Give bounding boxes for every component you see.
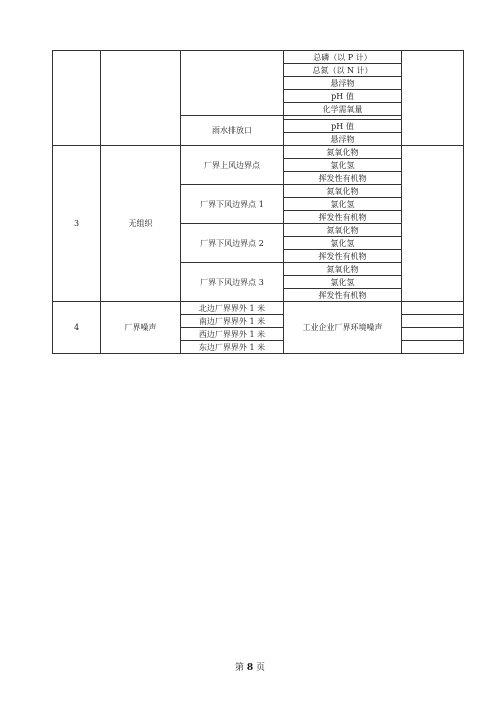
factor-cell: 氮氧化物 (284, 146, 402, 159)
factor-cell: 化学需氧量 (284, 103, 402, 116)
page-footer-suffix: 页 (256, 663, 266, 673)
factor-cell: 总磷（以 P 计） (284, 51, 402, 64)
blank-cell (402, 341, 464, 354)
point-cell: 北边厂界界外 1 米 (181, 302, 284, 315)
table-row (53, 146, 464, 159)
page-footer (0, 660, 500, 673)
point-cell: 厂界下风边界点 1 (181, 185, 284, 224)
row-index-cell: 4 (53, 302, 101, 354)
factor-cell: 氯化氢 (284, 159, 402, 172)
factor-cell: 氮氧化物 (284, 185, 402, 198)
table-row (53, 302, 464, 315)
factor-cell: 挥发性有机物 (284, 250, 402, 263)
point-cell-blank (181, 51, 284, 116)
point-cell: 西边厂界界外 1 米 (181, 328, 284, 341)
blank-cell (402, 302, 464, 315)
blank-cell (402, 146, 464, 302)
factor-cell: 挥发性有机物 (284, 172, 402, 185)
point-cell: 厂界下风边界点 2 (181, 224, 284, 263)
category-cell: 厂界噪声 (101, 302, 181, 354)
page-footer-prefix: 第 (234, 663, 244, 673)
factor-cell: 氮氧化物 (284, 224, 402, 237)
point-cell: 南边厂界界外 1 米 (181, 315, 284, 328)
rain-outlet-cell: 雨水排放口 (181, 116, 284, 146)
blank-cell (402, 328, 464, 341)
point-cell: 厂界上风边界点 (181, 146, 284, 185)
factor-cell: 氯化氢 (284, 198, 402, 211)
table-row (53, 51, 464, 64)
factor-cell: 挥发性有机物 (284, 211, 402, 224)
page-number: 8 (246, 663, 254, 673)
factor-cell: 氯化氢 (284, 276, 402, 289)
factor-cell: 悬浮物 (284, 77, 402, 90)
point-cell: 厂界下风边界点 3 (181, 263, 284, 302)
factor-cell: 氮氧化物 (284, 263, 402, 276)
blank-cell (402, 315, 464, 328)
standard-cell: 工业企业厂界环境噪声 (284, 302, 402, 354)
point-cell: 东边厂界界外 1 米 (181, 341, 284, 354)
factor-cell: pH 值 (284, 90, 402, 103)
index-cell-blank (53, 51, 101, 146)
factor-cell: 挥发性有机物 (284, 289, 402, 302)
row-index-cell: 3 (53, 146, 101, 302)
category-cell-blank (101, 51, 181, 146)
factor-cell: pH 值 (284, 120, 402, 133)
factor-cell: 氯化氢 (284, 237, 402, 250)
monitoring-table (52, 50, 464, 354)
blank-cell (402, 51, 464, 146)
factor-cell: 总氮（以 N 计） (284, 64, 402, 77)
category-cell: 无组织 (101, 146, 181, 302)
factor-cell: 悬浮物 (284, 133, 402, 146)
